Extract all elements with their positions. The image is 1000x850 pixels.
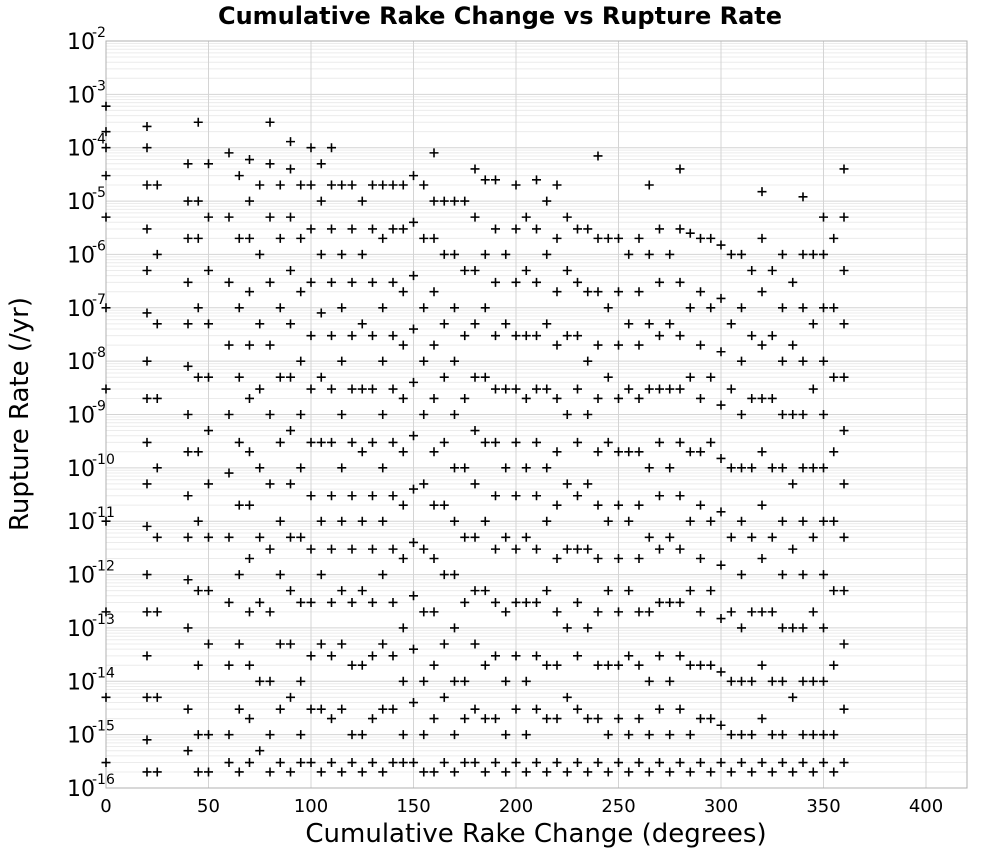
y-tick-exponent: -5 [92, 185, 106, 202]
x-axis-label: Cumulative Rake Change (degrees) [305, 819, 767, 849]
x-tick-label: 350 [806, 796, 841, 817]
x-tick-label: 150 [396, 796, 431, 817]
y-tick-exponent: -15 [92, 718, 115, 735]
y-tick-exponent: -7 [92, 291, 106, 308]
y-tick-base: 10 [67, 510, 95, 536]
y-tick-label [67, 132, 106, 162]
y-tick-base: 10 [67, 403, 95, 429]
y-tick-base: 10 [67, 563, 95, 589]
y-tick-label [67, 399, 106, 429]
y-tick-base: 10 [67, 30, 95, 55]
y-tick-base: 10 [67, 350, 95, 376]
y-tick-label [67, 185, 106, 215]
y-tick-base: 10 [67, 670, 95, 696]
y-tick-exponent: -12 [92, 558, 115, 575]
y-tick-base: 10 [67, 83, 95, 109]
y-tick-base: 10 [67, 777, 95, 802]
y-tick-label [67, 78, 106, 108]
x-tick-label: 400 [908, 796, 944, 817]
x-tick-label: 300 [703, 796, 739, 817]
y-tick-exponent: -14 [92, 665, 115, 682]
y-tick-exponent: -10 [92, 451, 115, 468]
y-tick-exponent: -2 [92, 25, 106, 41]
y-tick-label [67, 292, 106, 322]
x-axis-ticks [100, 796, 943, 817]
y-tick-label [67, 345, 106, 375]
y-tick-base: 10 [67, 243, 95, 269]
y-tick-exponent: -8 [92, 345, 106, 362]
y-tick-label [67, 238, 106, 268]
x-tick-label: 0 [100, 796, 112, 817]
y-tick-exponent: -3 [92, 78, 106, 95]
y-tick-exponent: -4 [92, 131, 106, 148]
x-tick-label: 250 [601, 796, 636, 817]
x-tick-label: 50 [197, 796, 220, 817]
chart-title: Cumulative Rake Change vs Rupture Rate [217, 2, 783, 30]
y-tick-base: 10 [67, 190, 95, 216]
y-axis-label: Rupture Rate (/yr) [5, 297, 35, 531]
y-tick-base: 10 [67, 723, 95, 749]
y-tick-base: 10 [67, 616, 95, 642]
y-tick-base: 10 [67, 296, 95, 322]
y-tick-label [67, 25, 106, 55]
x-tick-label: 200 [498, 796, 534, 817]
x-tick-label: 100 [293, 796, 329, 817]
y-tick-base: 10 [67, 456, 95, 482]
y-tick-exponent: -13 [92, 611, 115, 628]
y-tick-exponent: -9 [92, 398, 106, 415]
y-tick-base: 10 [67, 136, 95, 162]
y-tick-exponent: -6 [92, 238, 106, 255]
y-tick-exponent: -11 [92, 505, 115, 522]
y-tick-exponent: -16 [92, 772, 115, 788]
